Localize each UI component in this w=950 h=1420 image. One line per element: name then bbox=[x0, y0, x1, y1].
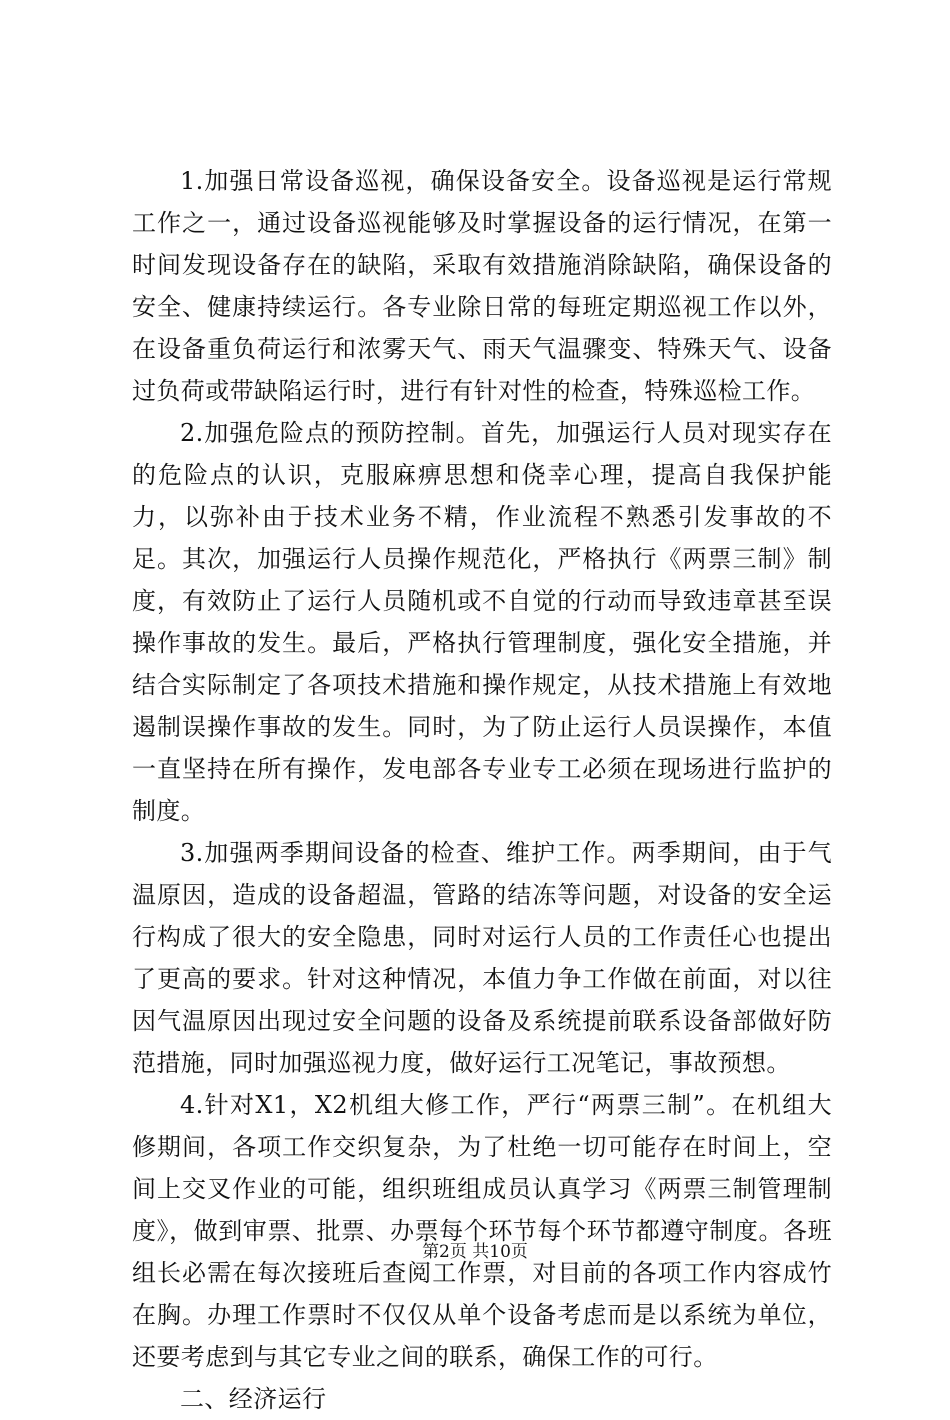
paragraph-equipment-inspection: 1.加强日常设备巡视，确保设备安全。设备巡视是运行常规工作之一，通过设备巡视能够及时掌握设备的运行情况，在第一时间发现设备存在的缺陷，采取有效措施消除缺陷，确保设备的安全、健康持续运行。各专业除日常的每班定期巡视工作以外，在设备重负荷运行和浓雾天气、雨天气温骤变、特殊天气、设备过负荷或带缺陷运行时，进行有针对性的检查，特殊巡检工作。 bbox=[132, 167, 832, 405]
page-number-footer: 第2页 共10页 bbox=[422, 1242, 528, 1262]
paragraph-seasonal-maintenance: 3.加强两季期间设备的检查、维护工作。两季期间，由于气温原因，造成的设备超温，管路的结冻等问题，对设备的安全运行构成了很大的安全隐患，同时对运行人员的工作责任心也提出了更高的要求。针对这种情况，本值力争工作做在前面，对以往因气温原因出现过安全问题的设备及系统提前联系设备部做好防范措施，同时加强巡视力度，做好运行工况笔记，事故预想。 bbox=[132, 839, 832, 1077]
section-heading-economic-operation: 二、经济运行 bbox=[180, 1385, 327, 1413]
paragraph-risk-prevention: 2.加强危险点的预防控制。首先，加强运行人员对现实存在的危险点的认识，克服麻痹思想和侥幸心理，提高自我保护能力，以弥补由于技术业务不精，作业流程不熟悉引发事故的不足。其次，加强运行人员操作规范化，严格执行《两票三制》制度，有效防止了运行人员随机或不自觉的行动而导致违章甚至误操作事故的发生。最后，严格执行管理制度，强化安全措施，并结合实际制定了各项技术措施和操作规定，从技术措施上有效地遏制误操作事故的发生。同时，为了防止运行人员误操作，本值一直坚持在所有操作，发电部各专业专工必须在现场进行监护的制度。 bbox=[132, 419, 832, 825]
document-body bbox=[132, 160, 832, 1420]
paragraph-overhaul-work: 4.针对X1，X2机组大修工作，严行“两票三制”。在机组大修期间，各项工作交织复杂，为了杜绝一切可能存在时间上，空间上交叉作业的可能，组织班组成员认真学习《两票三制管理制度》，做到审票、批票、办票每个环节每个环节都遵守制度。各班组长必需在每次接班后查阅工作票，对目前的各项工作内容成竹在胸。办理工作票时不仅仅从单个设备考虑而是以系统为单位，还要考虑到与其它专业之间的联系，确保工作的可行。 bbox=[132, 1091, 832, 1371]
